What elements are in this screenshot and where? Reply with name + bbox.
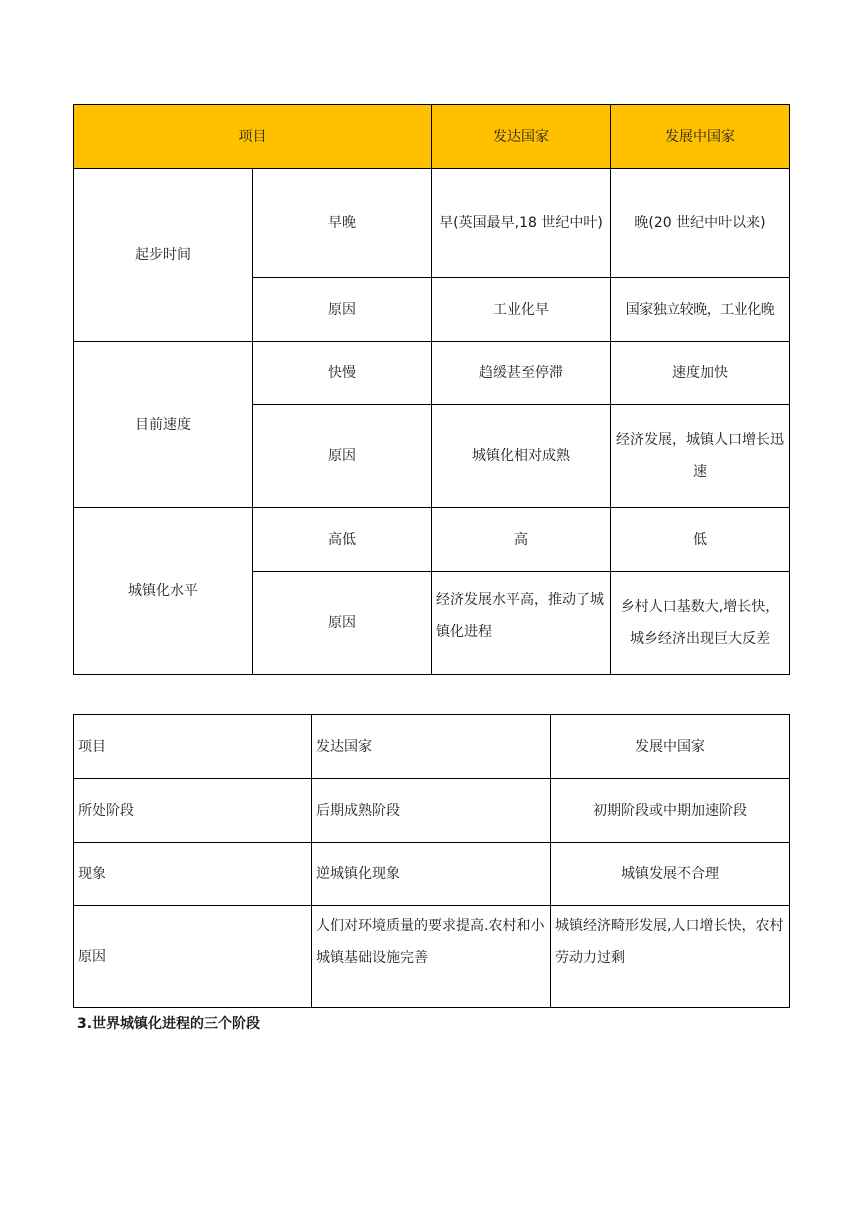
developing-cell: 国家独立较晚，工业化晚 xyxy=(611,278,790,342)
developed-cell: 经济发展水平高，推动了城镇化进程 xyxy=(432,572,611,675)
row-label: 原因 xyxy=(253,405,432,508)
group-name: 目前速度 xyxy=(74,342,253,508)
row-label: 原因 xyxy=(253,278,432,342)
item-cell: 现象 xyxy=(74,843,312,906)
developed-cell: 后期成熟阶段 xyxy=(312,779,551,843)
row-label: 早晚 xyxy=(253,169,432,278)
header-developing: 发展中国家 xyxy=(551,715,790,779)
table-row xyxy=(74,779,790,843)
developed-cell: 城镇化相对成熟 xyxy=(432,405,611,508)
developing-cell: 晚(20 世纪中叶以来) xyxy=(611,169,790,278)
table-row xyxy=(74,169,790,278)
developed-cell: 人们对环境质量的要求提高.农村和小城镇基础设施完善 xyxy=(312,906,551,1008)
item-cell: 原因 xyxy=(74,906,312,1008)
developing-cell: 经济发展，城镇人口增长迅速 xyxy=(611,405,790,508)
developing-cell: 低 xyxy=(611,508,790,572)
header-item: 项目 xyxy=(74,105,432,169)
group-name: 城镇化水平 xyxy=(74,508,253,675)
developing-cell: 乡村人口基数大,增长快，城乡经济出现巨大反差 xyxy=(611,572,790,675)
table-row xyxy=(74,843,790,906)
developed-cell: 工业化早 xyxy=(432,278,611,342)
group-name: 起步时间 xyxy=(74,169,253,342)
urbanization-comparison-table xyxy=(73,104,790,675)
header-item: 项目 xyxy=(74,715,312,779)
developing-cell: 速度加快 xyxy=(611,342,790,405)
developing-cell: 城镇发展不合理 xyxy=(551,843,790,906)
developed-cell: 逆城镇化现象 xyxy=(312,843,551,906)
developed-cell: 趋缓甚至停滞 xyxy=(432,342,611,405)
urbanization-stage-table xyxy=(73,714,790,1008)
developing-cell: 初期阶段或中期加速阶段 xyxy=(551,779,790,843)
item-cell: 所处阶段 xyxy=(74,779,312,843)
developed-cell: 早(英国最早,18 世纪中叶) xyxy=(432,169,611,278)
table-header-row xyxy=(74,105,790,169)
row-label: 快慢 xyxy=(253,342,432,405)
row-label: 高低 xyxy=(253,508,432,572)
developing-cell: 城镇经济畸形发展,人口增长快，农村劳动力过剩 xyxy=(551,906,790,1008)
developed-cell: 高 xyxy=(432,508,611,572)
section-heading: 3.世界城镇化进程的三个阶段 xyxy=(77,1016,261,1032)
table-row xyxy=(74,508,790,572)
header-developed: 发达国家 xyxy=(432,105,611,169)
table-header-row xyxy=(74,715,790,779)
row-label: 原因 xyxy=(253,572,432,675)
header-developing: 发展中国家 xyxy=(611,105,790,169)
header-developed: 发达国家 xyxy=(312,715,551,779)
table-row xyxy=(74,342,790,405)
table-row xyxy=(74,906,790,1008)
